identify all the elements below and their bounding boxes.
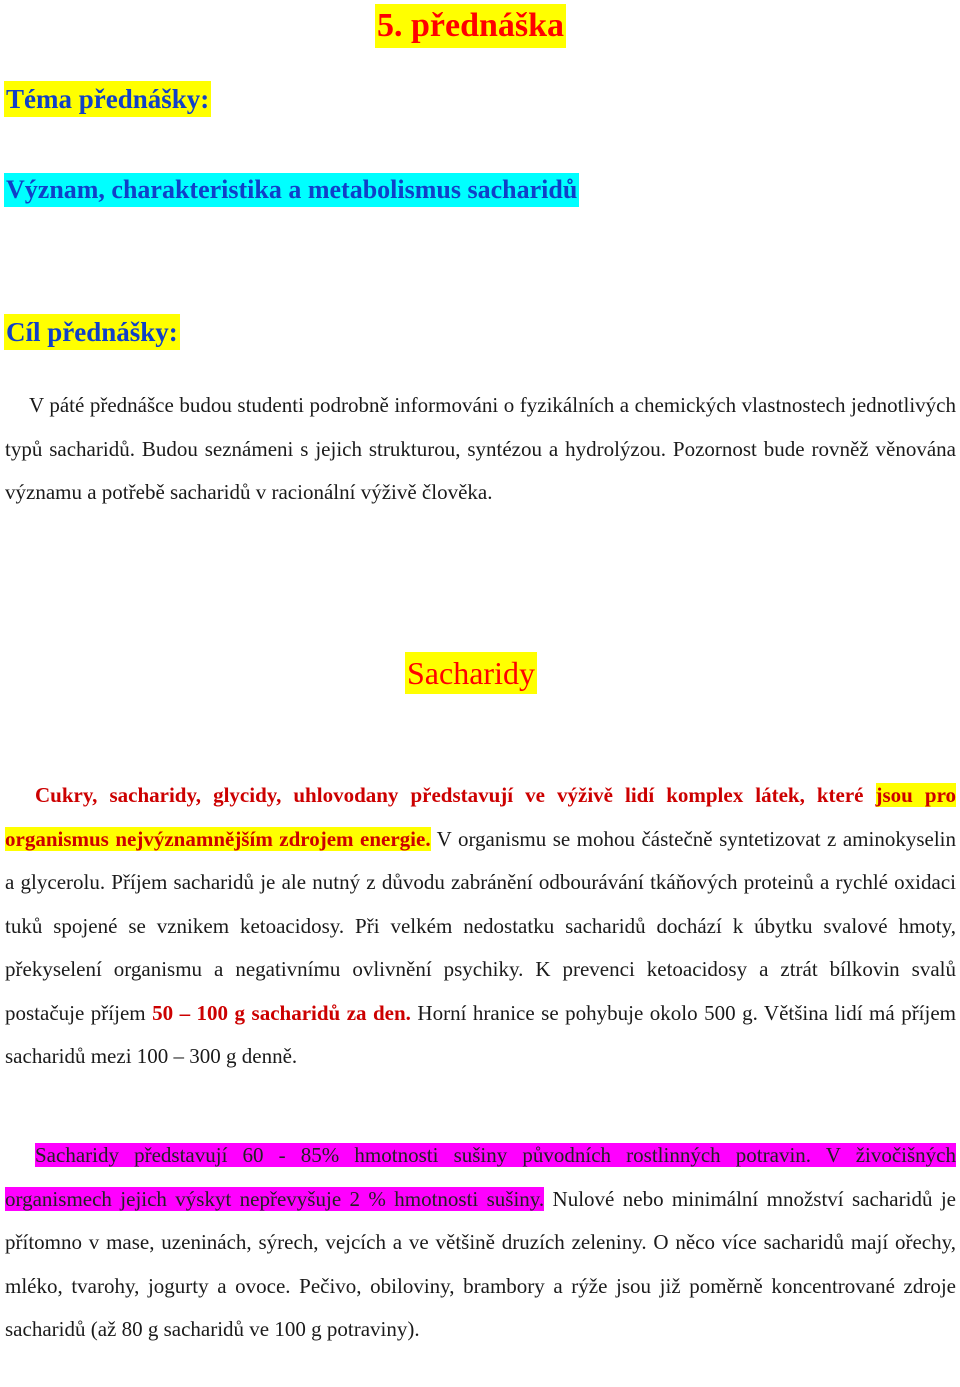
goal-label: Cíl přednášky: [4, 314, 180, 350]
paragraph-text: V organismu se mohou částečně syntetizovat z aminokyselin a glycerolu. Příjem sacharidů je ale nutný z důvodu zabránění odbourávání tkáňových proteinů a rychlé oxidaci tuků spojené se vznikem ketoacidosy. Při velkém nedostatku sacharidů dochází k úbytku svalové hmoty, překyselení organismu a negativnímu ovlivnění psychiky. K prevenci ketoacidosy a ztrát bílkovin svalů postačuje příjem [5, 826, 956, 1025]
highlighted-dry-matter-text: Sacharidy představují 60 - 85% hmotnosti sušiny původních rostlinných potravin. V živočišných organismech jejich výskyt nepřevyšuje 2 % hmotnosti sušiny. [5, 1143, 956, 1211]
goal-text: V páté přednášce budou studenti podrobně informováni o fyzikálních a chemických vlastnostech jednotlivých typů sacharidů. Budou seznámeni s jejich strukturou, syntézou a hydrolýzou. Pozornost bude rovněž věnována významu a potřebě sacharidů v racionální výživě člověka. [5, 393, 956, 504]
bold-intro-text: Cukry, sacharidy, glycidy, uhlovodany představují ve výživě lidí komplex látek, které [35, 783, 876, 807]
paragraph-energy [5, 774, 956, 1079]
paragraph-text: Horní hranice se pohybuje okolo 500 g. Většina lidí má příjem sacharidů mezi 100 – 300 g denně. [5, 1000, 957, 1068]
highlighted-energy-text: jsou pro organismus nejvýznamnějším zdrojem energie. [5, 783, 957, 851]
lecture-number: 5. přednáška [375, 4, 566, 48]
topic-label: Téma přednášky: [4, 81, 211, 117]
topic-title: Význam, charakteristika a metabolismus sacharidů [4, 173, 579, 207]
paragraph-text: Nulové nebo minimální množství sacharidů je přítomno v mase, uzeninách, sýrech, vejcích a ve většině druzích zeleniny. O něco více sacharidů mají ořechy, mléko, tvarohy, jogurty a ovoce. Pečivo, obiloviny, brambory a rýže jsou již poměrně koncentrované zdroje sacharidů (až 80 g sacharidů ve 100 g potraviny). [5, 1186, 956, 1341]
bold-amount-text: 50 – 100 g sacharidů za den. [152, 1000, 411, 1025]
section-title: Sacharidy [405, 652, 537, 694]
paragraph-sources [5, 1134, 956, 1352]
